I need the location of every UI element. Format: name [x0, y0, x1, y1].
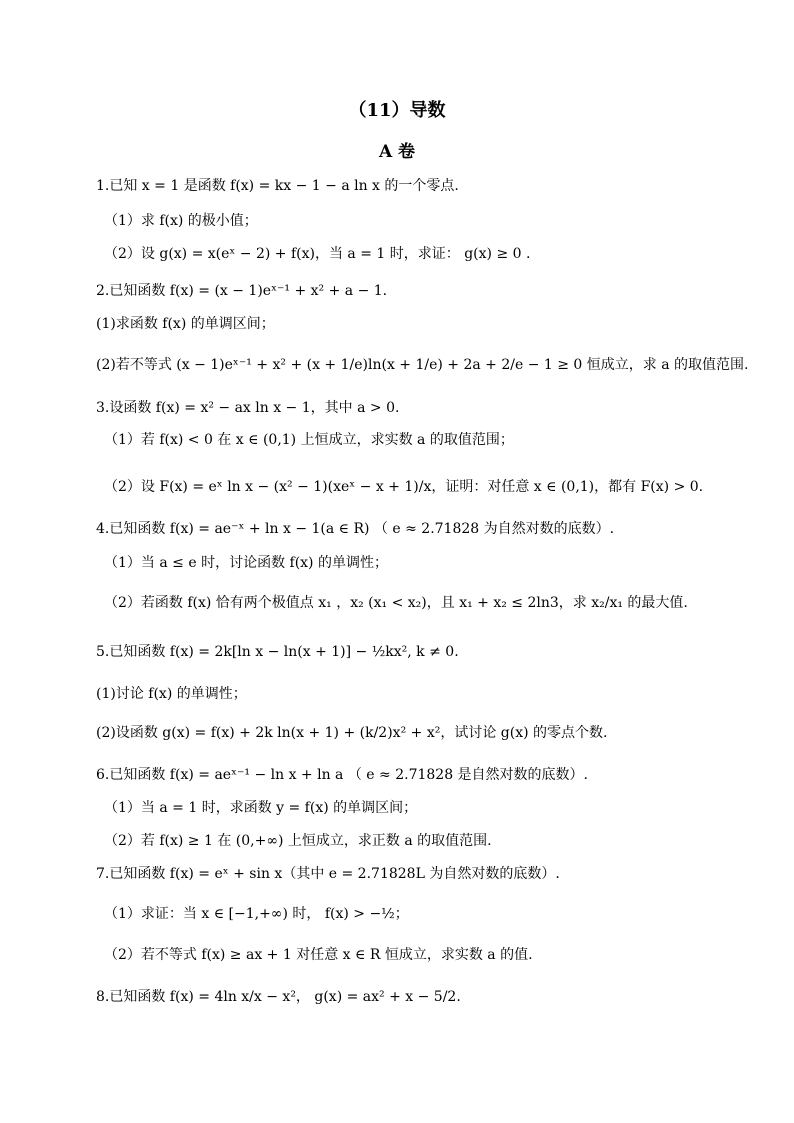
problem-3-part-1: （1）若 f(x) < 0 在 x ∈ (0,1) 上恒成立，求实数 a 的取值范围； — [104, 432, 514, 448]
problem-2-stem: 2.已知函数 f(x) = (x − 1)eˣ⁻¹ + x² + a − 1. — [96, 283, 388, 299]
problem-4-part-2: （2）若函数 f(x) 恰有两个极值点 x₁ ，x₂ (x₁ < x₂)，且 x₁ + x₂ ≤ 2ln3，求 x₂/x₁ 的最大值. — [104, 595, 688, 611]
problem-6-part-1: （1）当 a = 1 时，求函数 y = f(x) 的单调区间； — [104, 800, 418, 816]
problem-7-part-2: （2）若不等式 f(x) ≥ ax + 1 对任意 x ∈ R 恒成立，求实数 a 的值. — [104, 947, 533, 963]
problem-3-stem: 3.设函数 f(x) = x² − ax ln x − 1，其中 a > 0. — [96, 400, 400, 416]
problem-6-stem: 6.已知函数 f(x) = aeˣ⁻¹ − ln x + ln a （ e ≈ 2.71828 是自然对数的底数）. — [96, 767, 589, 783]
problem-2-part-1: (1)求函数 f(x) 的单调区间； — [96, 316, 275, 332]
page-title: （11）导数 — [348, 100, 446, 121]
problem-1-part-1: （1）求 f(x) 的极小值； — [104, 213, 258, 229]
problem-3-part-2: （2）设 F(x) = eˣ ln x − (x² − 1)(xeˣ − x + 1)/x，证明：对任意 x ∈ (0,1)，都有 F(x) > 0. — [104, 479, 704, 495]
problem-5-part-1: (1)讨论 f(x) 的单调性； — [96, 686, 247, 702]
problem-1-stem: 1.已知 x = 1 是函数 f(x) = kx − 1 − a ln x 的一个零点. — [96, 178, 459, 194]
problem-2-part-2: (2)若不等式 (x − 1)eˣ⁻¹ + x² + (x + 1/e)ln(x + 1/e) + 2a + 2/e − 1 ≥ 0 恒成立，求 a 的取值范围. — [96, 357, 749, 373]
section-title: A 卷 — [378, 142, 416, 162]
problem-1-part-2: （2）设 g(x) = x(eˣ − 2) + f(x)，当 a = 1 时，求证： g(x) ≥ 0 . — [104, 246, 531, 262]
problem-8-stem: 8.已知函数 f(x) = 4ln x/x − x²， g(x) = ax² + x − 5/2. — [96, 989, 461, 1005]
problem-6-part-2: （2）若 f(x) ≥ 1 在 (0,+∞) 上恒成立，求正数 a 的取值范围. — [104, 833, 492, 849]
problem-5-part-2: (2)设函数 g(x) = f(x) + 2k ln(x + 1) + (k/2)x² + x²，试讨论 g(x) 的零点个数. — [96, 725, 608, 741]
problem-4-part-1: （1）当 a ≤ e 时，讨论函数 f(x) 的单调性； — [104, 555, 388, 571]
problem-4-stem: 4.已知函数 f(x) = ae⁻ˣ + ln x − 1(a ∈ R) （ e ≈ 2.71828 为自然对数的底数）. — [96, 521, 615, 537]
problem-7-part-1: （1）求证：当 x ∈ [−1,+∞) 时， f(x) > −½； — [104, 906, 409, 922]
problem-5-stem: 5.已知函数 f(x) = 2k[ln x − ln(x + 1)] − ½kx², k ≠ 0. — [96, 644, 459, 660]
problem-7-stem: 7.已知函数 f(x) = eˣ + sin x（其中 e = 2.71828L 为自然对数的底数）. — [96, 866, 560, 882]
